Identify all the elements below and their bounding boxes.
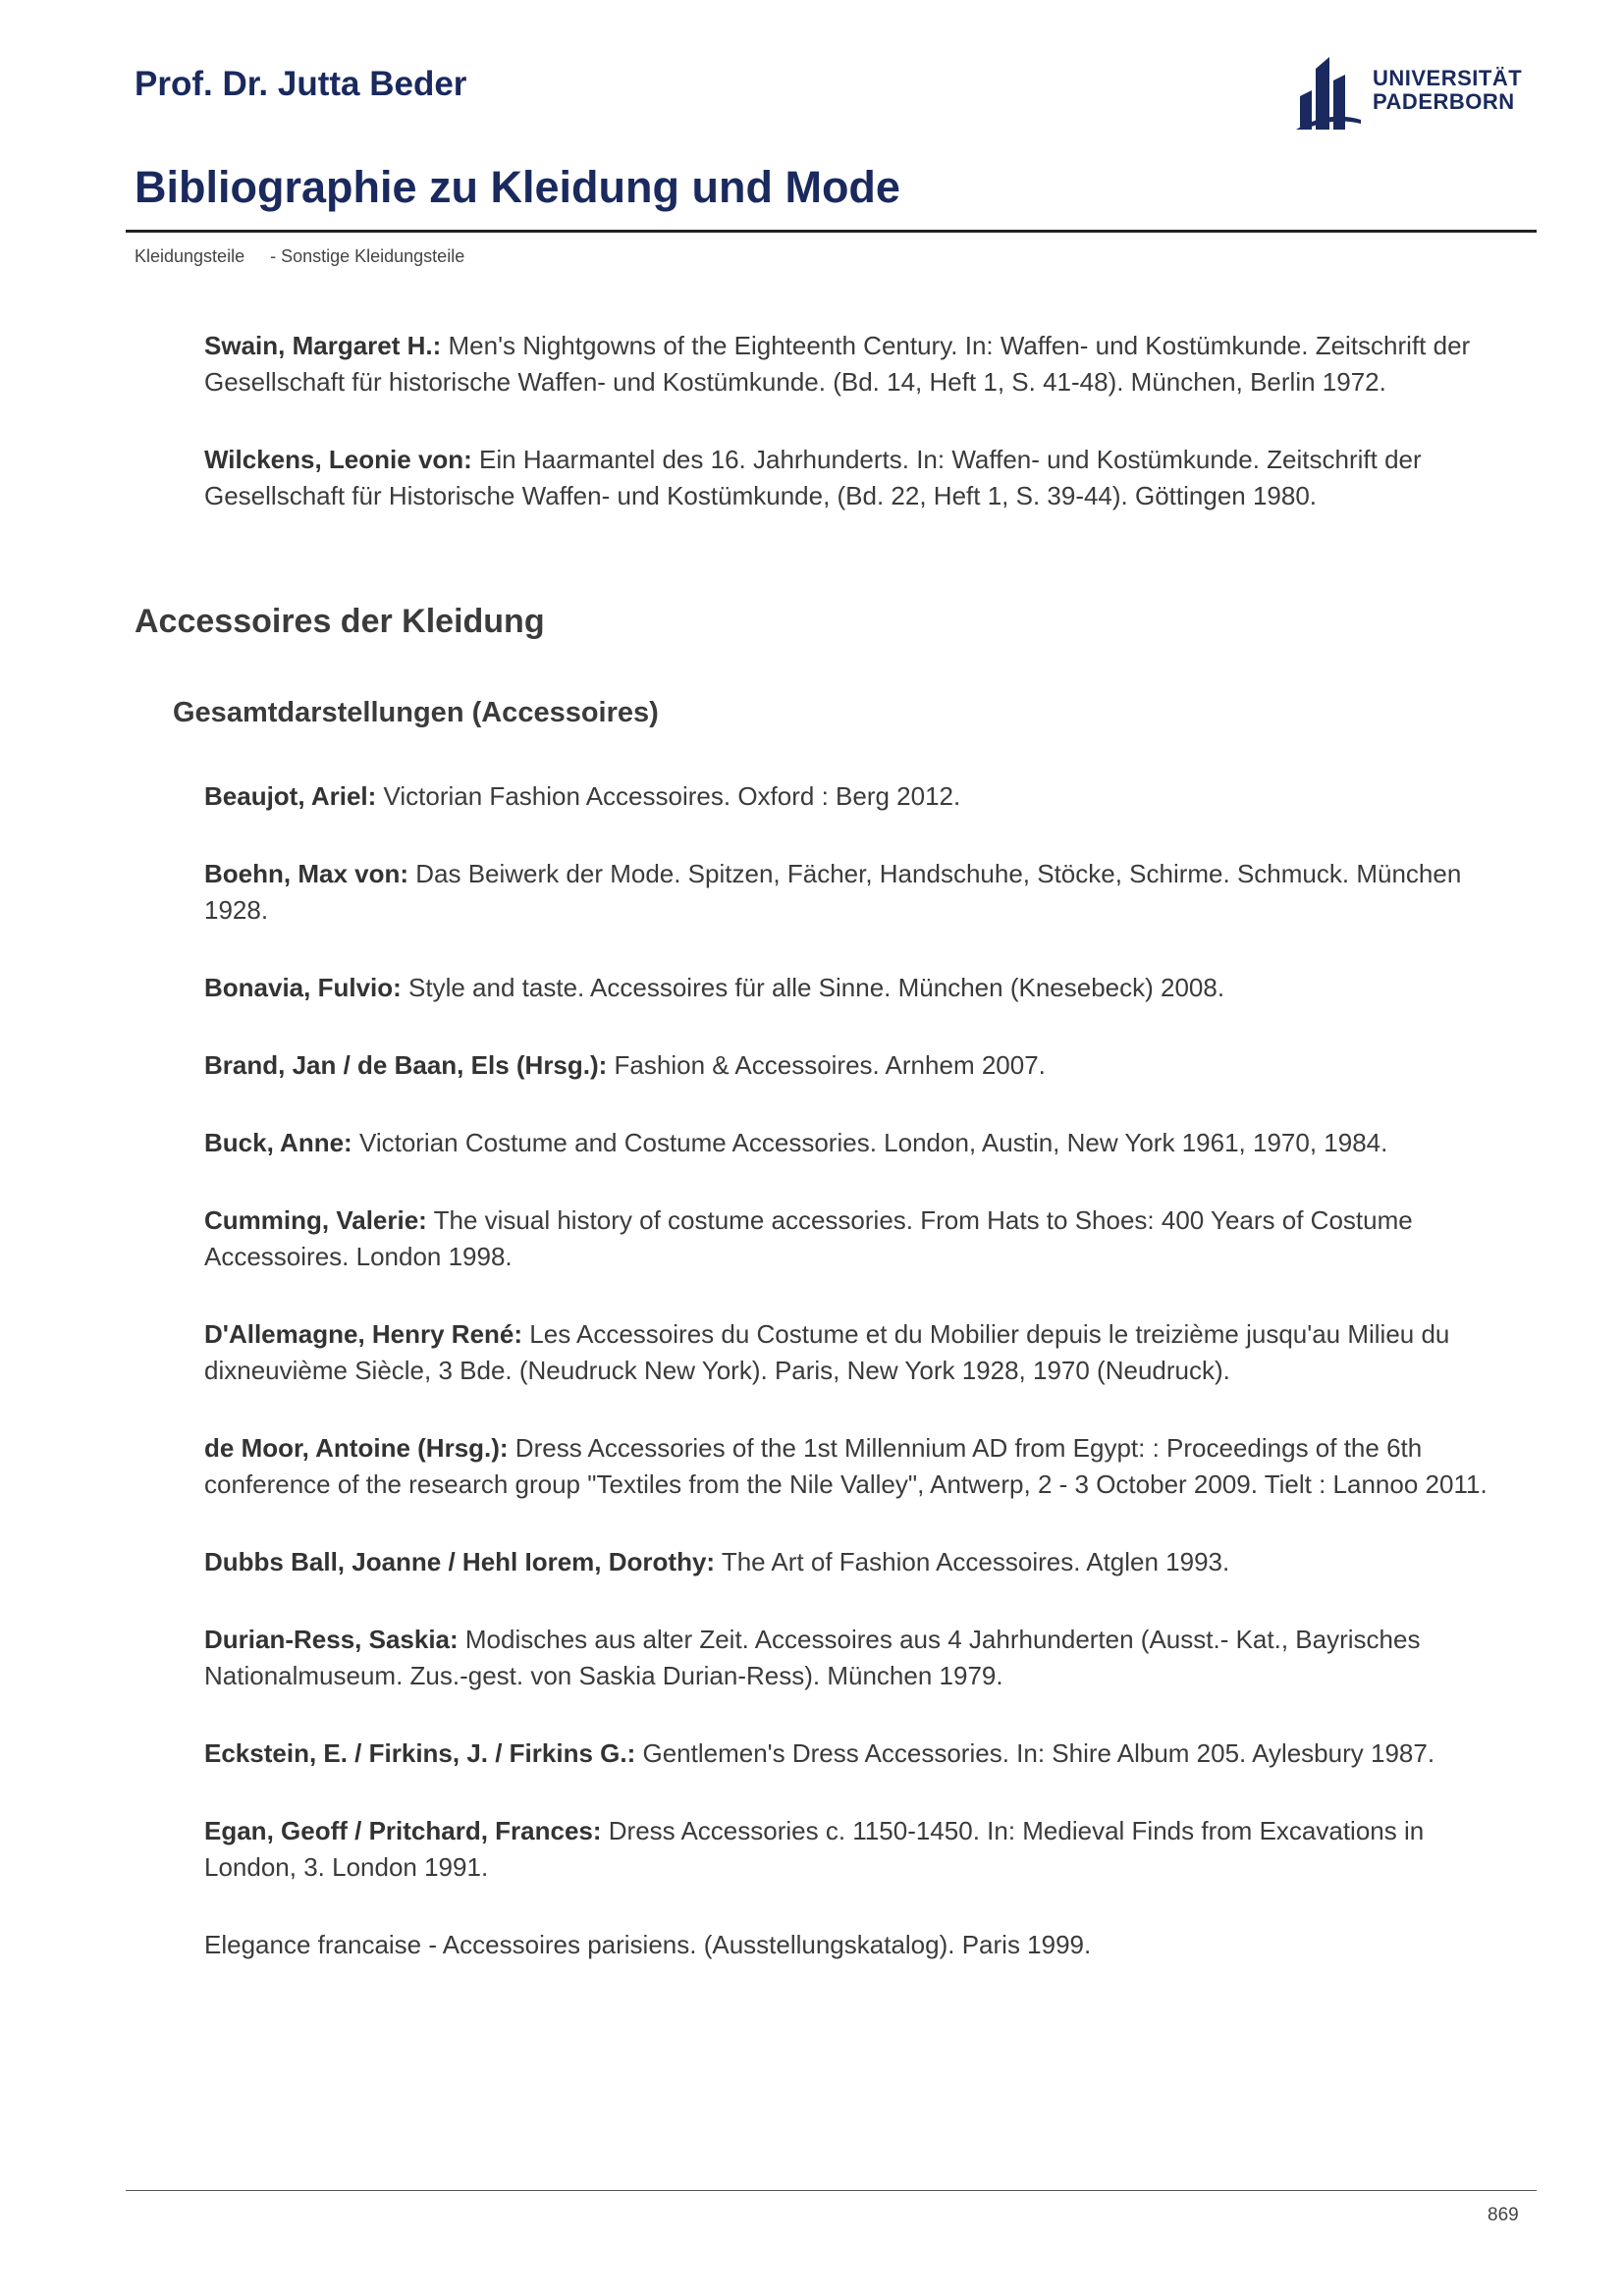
entry-text: Dress Accessories c. 1150-1450. In: Medieval Finds from Excavations in London, 3. London 1991. bbox=[204, 1816, 1425, 1882]
entry-text: Les Accessoires du Costume et du Mobilier depuis le treizième jusqu'au Milieu du dixneuvième Siècle, 3 Bde. (Neudruck New York). Paris, New York 1928, 1970 (Neudruck). bbox=[204, 1319, 1450, 1385]
bibliography-entry bbox=[204, 778, 1520, 815]
entry-text: Victorian Costume and Costume Accessories. London, Austin, New York 1961, 1970, 1984. bbox=[352, 1128, 1388, 1157]
bibliography-entry bbox=[204, 856, 1520, 929]
entry-text: Gentlemen's Dress Accessories. In: Shire Album 205. Aylesbury 1987. bbox=[635, 1738, 1435, 1768]
bibliography-entry bbox=[204, 1622, 1520, 1694]
page-number: 869 bbox=[1488, 2205, 1519, 2225]
entry-author: Swain, Margaret H.: bbox=[204, 331, 442, 360]
entry-author: Cumming, Valerie: bbox=[204, 1205, 427, 1235]
footer-divider bbox=[126, 2190, 1537, 2191]
entry-text: Fashion & Accessoires. Arnhem 2007. bbox=[607, 1050, 1046, 1080]
bibliography-entry bbox=[204, 1047, 1520, 1084]
entry-text: Men's Nightgowns of the Eighteenth Century. In: Waffen- und Kostümkunde. Zeitschrift der Gesellschaft für historische Waffen- und Kostümkunde. (Bd. 14, Heft 1, S. 41-48). München, Berlin 1972. bbox=[204, 331, 1471, 397]
bibliography-entry bbox=[204, 1202, 1520, 1275]
bibliography-entry bbox=[204, 328, 1520, 400]
bibliography-entry bbox=[204, 1927, 1520, 1963]
entry-text: The Art of Fashion Accessoires. Atglen 1993. bbox=[715, 1547, 1230, 1576]
entry-author: Wilckens, Leonie von: bbox=[204, 445, 472, 474]
bibliography-entry bbox=[204, 1430, 1520, 1503]
section-heading: Accessoires der Kleidung bbox=[135, 603, 545, 640]
header-divider bbox=[126, 230, 1537, 233]
entry-author: Bonavia, Fulvio: bbox=[204, 973, 402, 1002]
bibliography-entry bbox=[204, 970, 1520, 1006]
logo-line-1: UNIVERSITÄT bbox=[1373, 66, 1523, 90]
entry-author: D'Allemagne, Henry René: bbox=[204, 1319, 523, 1349]
bibliography-list-top bbox=[204, 328, 1520, 556]
entry-author: Beaujot, Ariel: bbox=[204, 781, 377, 811]
entry-text: Victorian Fashion Accessoires. Oxford : Berg 2012. bbox=[376, 781, 961, 811]
breadcrumb-part-1: Kleidungsteile bbox=[135, 246, 245, 266]
entry-author: Brand, Jan / de Baan, Els (Hrsg.): bbox=[204, 1050, 608, 1080]
bibliography-entry bbox=[204, 1544, 1520, 1580]
bibliography-entry bbox=[204, 1735, 1520, 1772]
bibliography-entry bbox=[204, 1125, 1520, 1161]
entry-text: Dress Accessories of the 1st Millennium AD from Egypt: : Proceedings of the 6th conference of the research group "Textiles from the Nile Valley", Antwerp, 2 - 3 October 2009. Tielt : Lannoo 2011. bbox=[204, 1433, 1488, 1499]
entry-author: Egan, Geoff / Pritchard, Frances: bbox=[204, 1816, 602, 1845]
bibliography-entry bbox=[204, 1813, 1520, 1886]
document-title: Bibliographie zu Kleidung und Mode bbox=[135, 162, 900, 212]
entry-author: de Moor, Antoine (Hrsg.): bbox=[204, 1433, 509, 1463]
breadcrumb-part-2: - Sonstige Kleidungsteile bbox=[270, 246, 465, 266]
logo-line-2: PADERBORN bbox=[1373, 89, 1515, 114]
breadcrumb bbox=[135, 246, 464, 267]
entry-text: The visual history of costume accessories. From Hats to Shoes: 400 Years of Costume Accessoires. London 1998. bbox=[204, 1205, 1413, 1271]
entry-text: Modisches aus alter Zeit. Accessoires aus 4 Jahrhunderten (Ausst.- Kat., Bayrisches Nationalmuseum. Zus.-gest. von Saskia Durian-Ress). München 1979. bbox=[204, 1625, 1421, 1690]
entry-text: Ein Haarmantel des 16. Jahrhunderts. In: Waffen- und Kostümkunde. Zeitschrift der Gesellschaft für Historische Waffen- und Kostümkunde, (Bd. 22, Heft 1, S. 39-44). Göttingen 1980. bbox=[204, 445, 1422, 510]
entry-text: Das Beiwerk der Mode. Spitzen, Fächer, Handschuhe, Stöcke, Schirme. Schmuck. München 1928. bbox=[204, 859, 1462, 925]
entry-text: Elegance francaise - Accessoires parisiens. (Ausstellungskatalog). Paris 1999. bbox=[204, 1930, 1092, 1959]
entry-author: Boehn, Max von: bbox=[204, 859, 409, 888]
bibliography-entry bbox=[204, 442, 1520, 514]
entry-author: Buck, Anne: bbox=[204, 1128, 352, 1157]
entry-text: Style and taste. Accessoires für alle Sinne. München (Knesebeck) 2008. bbox=[401, 973, 1225, 1002]
subsection-heading: Gesamtdarstellungen (Accessoires) bbox=[173, 697, 659, 728]
bibliography-list bbox=[204, 778, 1520, 2004]
entry-author: Dubbs Ball, Joanne / Hehl Iorem, Dorothy: bbox=[204, 1547, 716, 1576]
university-logo-icon bbox=[1294, 51, 1363, 130]
bibliography-entry bbox=[204, 1316, 1520, 1389]
entry-author: Eckstein, E. / Firkins, J. / Firkins G.: bbox=[204, 1738, 636, 1768]
university-logo bbox=[1294, 51, 1522, 130]
university-logo-wordmark bbox=[1373, 67, 1522, 114]
entry-author: Durian-Ress, Saskia: bbox=[204, 1625, 459, 1654]
author-name: Prof. Dr. Jutta Beder bbox=[135, 65, 467, 103]
